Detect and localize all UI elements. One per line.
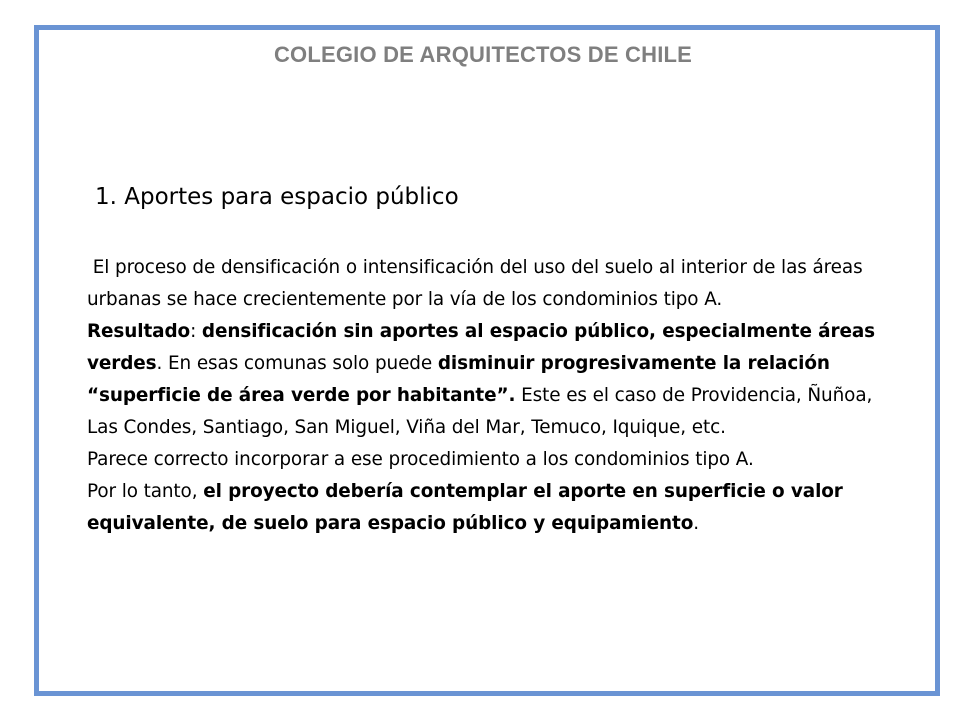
result-label: Resultado [87, 321, 191, 342]
result-bold-1: densificación sin aportes al espacio público, especialmente áreas verdes [87, 321, 875, 374]
section-heading: 1. Aportes para espacio público [95, 184, 459, 210]
conclusion-text-2: . [693, 513, 700, 534]
paragraph-1-text: El proceso de densificación o intensificación del uso del suelo al interior de las áreas urbanas se hace crecientemente por la vía de los condominios tipo A. [87, 257, 863, 310]
result-separator: : [190, 321, 202, 342]
conclusion-text-1: Por lo tanto, [87, 481, 204, 502]
header-title: COLEGIO DE ARQUITECTOS DE CHILE [273, 42, 693, 67]
paragraph-1 [87, 252, 902, 316]
paragraph-4 [87, 476, 902, 540]
paragraph-3: Parece correcto incorporar a ese procedimiento a los condominios tipo A. [87, 449, 754, 470]
result-bold-2: disminuir progresivamente la relación “superficie de área verde por habitante”. [87, 353, 830, 406]
result-text-1: . En esas comunas solo puede [156, 353, 438, 374]
conclusion-bold: el proyecto debería contemplar el aporte en superficie o valor equivalente, de suelo para espacio público y equipamiento [87, 481, 843, 534]
body-text [87, 252, 902, 540]
result-text-2: Este es el caso de Providencia, Ñuñoa, Las Condes, Santiago, San Miguel, Viña del Mar, Temuco, Iquique, etc. [87, 385, 873, 438]
paragraph-2 [87, 316, 902, 444]
